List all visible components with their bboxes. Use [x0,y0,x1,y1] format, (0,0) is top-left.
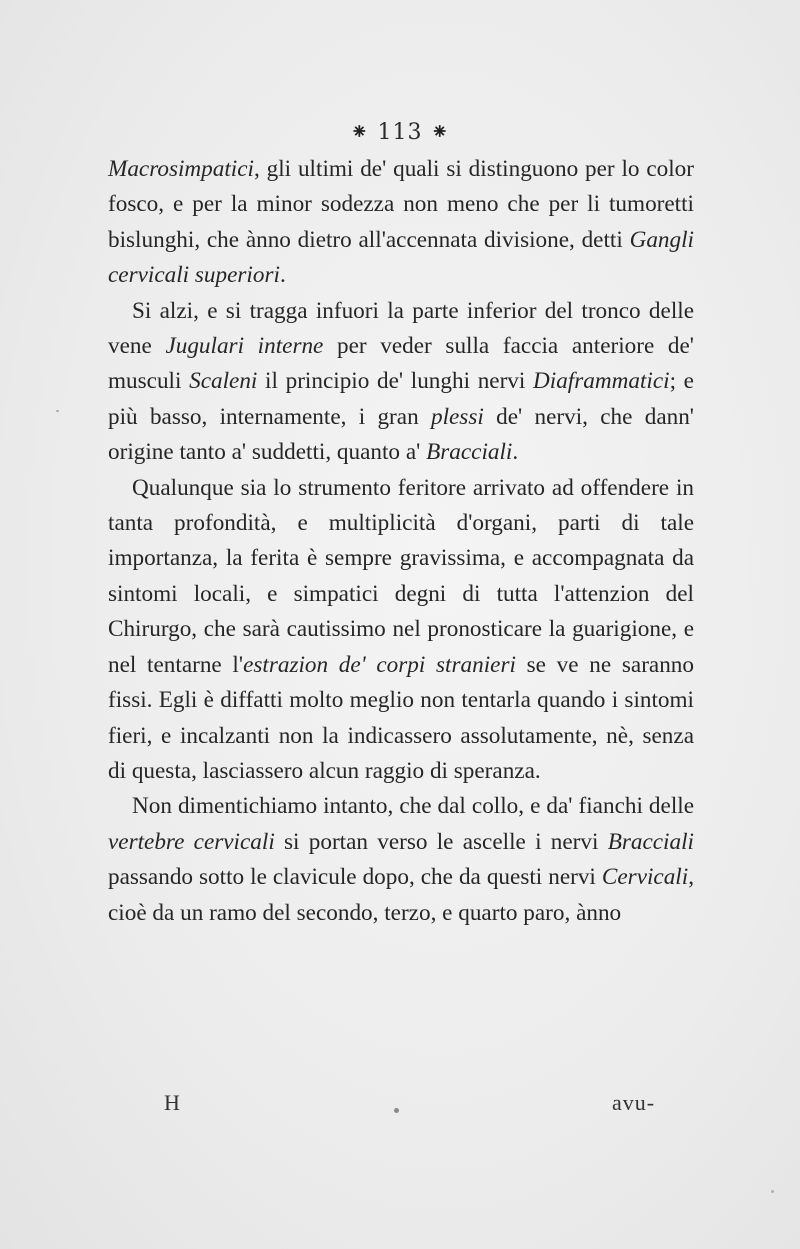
text-run: il principio de' lunghi nervi [257,368,534,395]
paper-speck [56,410,59,412]
italic-text: vertebre cervicali [108,828,275,855]
running-header [0,120,800,145]
paragraph [108,789,694,931]
text-run: , cioè da un ramo del secondo, terzo, e quarto paro, ànno [108,864,694,926]
italic-text: Cervicali [601,864,689,891]
italic-text: Scaleni [189,368,258,395]
paper-speck [394,1108,399,1113]
italic-text: Macrosimpatici [108,156,254,182]
italic-text: estrazion de' corpi stranieri [243,651,516,678]
italic-text: plessi [430,403,484,430]
ornament-left-icon: ⁕ [350,120,370,145]
paper-speck [771,1190,774,1193]
signature-mark: H [164,1090,180,1115]
catchword: avu- [612,1090,656,1115]
text-run: de' nervi, che dann' origine tanto a' suddetti, quanto a' [108,403,694,466]
body-text [108,152,694,931]
text-run: ; e più basso, internamente, i gran [108,368,694,430]
paragraph [108,471,694,790]
ornament-right-icon: ⁕ [430,120,450,145]
text-run: Qualunque sia lo strumento feritore arrivato ad offendere in tanta profondità, e multiplicità d'organi, parti di tale importanza, la ferita è sempre gravissima, e accompagnata da sintomi locali, e simpatici degni di tutta l'attenzion del Chirurgo, che sarà cautissimo nel pronosticare la guarigione, e nel tentarne l' [108,474,694,678]
text-run: passando sotto le clavicule dopo, che da questi nervi [108,864,602,891]
italic-text: Gangli cervicali superiori [108,226,694,289]
text-run: . [279,262,286,289]
text-run: Si alzi, e si tragga infuori la parte inferior del tronco delle vene [108,297,694,360]
page-footer [0,1090,800,1130]
text-run: . [512,439,519,466]
paragraph [108,152,694,294]
text-run: per veder sulla faccia anteriore de' musculi [108,333,694,395]
text-run: Non dimentichiamo intanto, che dal collo, e da' fianchi delle [132,793,694,820]
text-run: si portan verso le ascelle i nervi [274,828,608,855]
text-run: , gli ultimi de' quali si distinguono per lo color fosco, e per la minor sodezza non meno che per li tumoretti bislunghi, che ànno dietro all'accennata divisione, detti [108,156,694,253]
text-run: se ve ne saranno fissi. Egli è diffatti molto meglio non tentarla quando i sintomi fieri, e incalzanti non la indicassero assolutamente, nè, senza di questa, lasciassero alcun raggio di speranza. [108,651,694,784]
italic-text: Bracciali [426,439,513,466]
page-number: 113 [377,120,423,145]
italic-text: Jugulari interne [165,333,324,360]
paragraph [108,294,694,471]
italic-text: Bracciali [607,828,694,855]
italic-text: Diaframmatici [533,368,670,395]
